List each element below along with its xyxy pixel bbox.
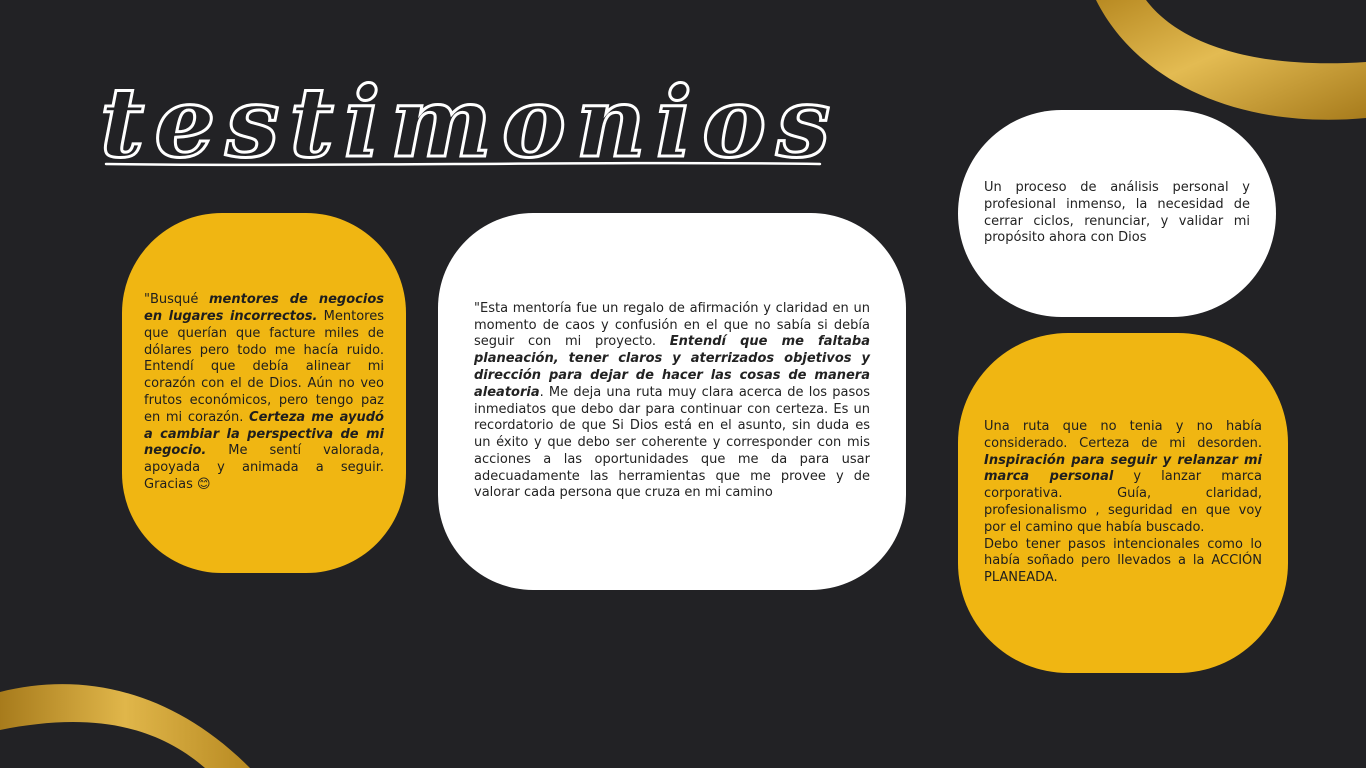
highlight-text: mentores de negocios en lugares incorrectos. — [144, 292, 384, 325]
body-text: y lanzar marca corporativa. Guía, claridad, profesionalismo , seguridad en que voy por el camino que había buscado. — [984, 469, 1262, 535]
title-flourish-decoration — [104, 158, 824, 170]
body-text: Una ruta que no tenia y no había considerado. Certeza de mi desorden. — [984, 419, 1262, 451]
highlight-text: Certeza me ayudó a cambiar la perspectiva de mi negocio. — [144, 409, 384, 459]
testimonial-card-2 — [438, 213, 906, 590]
testimonial-4-text — [984, 419, 1262, 587]
testimonial-card-3 — [958, 110, 1276, 317]
testimonial-card-1 — [122, 213, 406, 573]
body-text: Me sentí valorada, apoyada y animada a seguir. Gracias 😊 — [144, 443, 384, 492]
testimonial-card-4 — [958, 333, 1288, 673]
page-title: testimonios — [100, 66, 841, 179]
body-text: Un proceso de análisis personal y profesional inmenso, la necesidad de cerrar ciclos, renunciar, y validar mi propósito ahora con Dios — [984, 179, 1250, 246]
testimonial-3-text — [984, 180, 1250, 247]
body-text: Debo tener pasos intencionales como lo había soñado pero llevados a la ACCIÓN PLANEADA. — [984, 536, 1262, 586]
highlight-text: Entendí que me faltaba planeación, tener claros y aterrizados objetivos y dirección para dejar de hacer las cosas de manera aleatoria — [474, 334, 870, 400]
testimonial-2-text — [474, 301, 870, 503]
testimonial-1-text — [144, 292, 384, 494]
body-text: "Esta mentoría fue un regalo de afirmación y claridad en un momento de caos y confusión en el que no sabía si debía seguir con mi proyecto. — [474, 300, 870, 350]
highlight-text: Inspiración para seguir y relanzar mi marca personal — [984, 452, 1262, 485]
body-text: . Me deja una ruta muy clara acerca de los pasos inmediatos que debo dar para continuar con certeza. Es un recordatorio de que Si Dios está en el asunto, sin duda es un éxito y que debo ser coherente y corresponder con mis acciones a las oportunidades que me da para usar adecuadamente las herramientas que me provee y de valorar cada persona que cruza en mi camino — [474, 384, 870, 501]
body-text: Mentores que querían que facture miles de dólares pero todo me hacía ruido. Entendí que debía alinear mi corazón con el de Dios. Aún no veo frutos económicos, pero tengo paz en mi corazón. — [144, 309, 384, 425]
gold-ribbon-bottom-decoration — [0, 678, 260, 768]
body-text: "Busqué — [144, 292, 210, 308]
